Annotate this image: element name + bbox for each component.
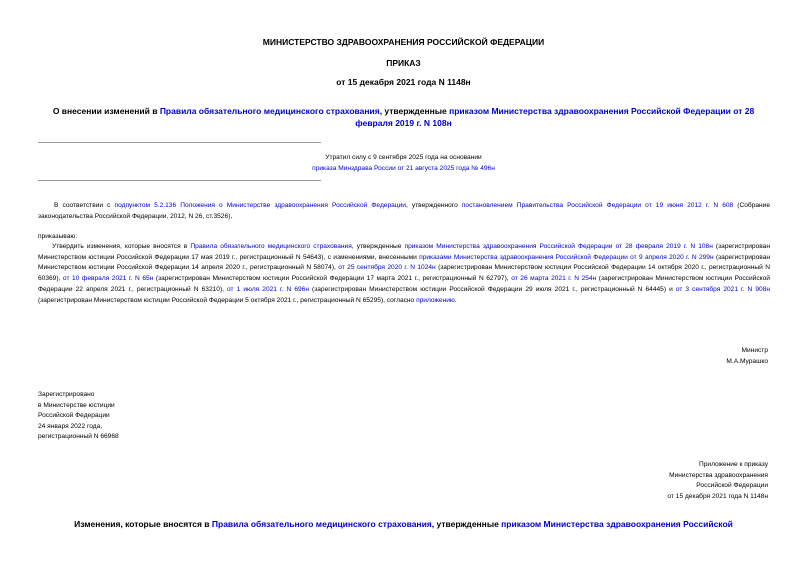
main-text: (зарегистрирован Министерством юстиции Российской Федерации 17 мая 2019 г., регистрационный N 54643), с изменениями, внесенными <box>38 243 770 261</box>
appendix-heading <box>20 519 787 529</box>
ministry-heading: МИНИСТЕРСТВО ЗДРАВООХРАНЕНИЯ РОССИЙСКОЙ ФЕДЕРАЦИИ <box>262 37 545 47</box>
main-paragraph <box>38 242 770 306</box>
main-link-omc-rules[interactable]: Правила обязательного медицинского страхования <box>190 243 352 250</box>
status-note <box>0 153 807 174</box>
title-link-omc-rules[interactable]: Правила обязательного медицинского страхования <box>159 106 380 116</box>
main-text: (зарегистрирован Министерством юстиции Российской Федерации 5 октября 2021 г., регистрационный N 65295), согласно <box>38 296 417 304</box>
main-text: (зарегистрирован Министерством юстиции Российской Федерации 17 марта 2021 г., регистрационный N 62797), <box>153 275 512 283</box>
main-text: Утвердить изменения, которые вносятся в <box>52 243 191 250</box>
registration-line: Российской Федерации <box>38 412 110 420</box>
appendix-line: от 15 декабря 2021 года N 1148н <box>667 492 768 500</box>
status-note-link[interactable]: приказа Минздрава России от 21 августа 2025 года № 496н <box>312 164 495 172</box>
registration-line: регистрационный N 66968 <box>38 433 119 441</box>
title-text: О внесении изменений в <box>52 106 160 116</box>
preamble-paragraph <box>38 201 770 222</box>
divider-bottom <box>38 180 321 181</box>
registration-block <box>38 390 119 443</box>
appendix-line: Министерства здравоохранения <box>669 471 768 479</box>
appendix-heading-link-rules[interactable]: Правила обязательного медицинского страхования <box>211 519 432 529</box>
registration-line: Зарегистрировано <box>38 391 95 398</box>
main-link-order-108n[interactable]: приказом Министерства здравоохранения Российской Федерации от 28 февраля 2019 г. N 108н <box>404 243 713 250</box>
main-link-order-908n[interactable]: от 3 сентября 2021 г. N 908н <box>675 285 771 293</box>
main-text: , утвержденные <box>351 243 405 250</box>
title-text: , утвержденные <box>379 106 450 116</box>
main-text: (зарегистрирован Министерством юстиции Российской Федерации 29 июля 2021 г., регистрационный N 64445) и <box>308 285 676 293</box>
main-text: (зарегистрирован Министерством юстиции Российской Федерации 14 октября 2020 г., регистрационный N 60369), <box>38 264 770 283</box>
main-text: . <box>454 296 457 304</box>
registration-line: 24 января 2022 года, <box>38 422 103 430</box>
signature-position: Министр <box>741 347 768 354</box>
appendix-line: Приложение к приказу <box>698 461 768 468</box>
document-title <box>40 105 767 129</box>
divider-top <box>38 142 321 143</box>
main-text: (зарегистрирован Министерством юстиции Российской Федерации 14 апреля 2020 г., регистрационный N 58074), <box>38 253 771 272</box>
main-link-order-299n[interactable]: приказами Министерства здравоохранения Российской Федерации от 9 апреля 2020 г. N 299н <box>419 253 714 261</box>
main-link-order-254n[interactable]: от 26 марта 2021 г. N 254н <box>511 275 597 283</box>
signature-block <box>726 346 768 367</box>
preamble-link-decree-608[interactable]: постановлением Правительства Российской Федерации от 19 июня 2012 г. N 608 <box>461 202 734 209</box>
preamble-text: В соответствии с <box>54 202 115 209</box>
preamble-link-regulation[interactable]: подпунктом 5.2.136 Положения о Министерстве здравоохранения Российской Федерации <box>114 202 406 209</box>
appendix-heading-text: , утвержденные <box>431 519 502 529</box>
order-date-number: от 15 декабря 2021 года N 1148н <box>336 77 471 87</box>
appendix-line: Российской Федерации <box>696 482 768 490</box>
doc-type-heading: ПРИКАЗ <box>386 58 421 68</box>
main-text: (зарегистрирован Министерством юстиции Российской Федерации 22 апреля 2021 г., регистрационный N 63210), <box>38 275 770 293</box>
main-link-appendix[interactable]: приложению <box>416 296 455 304</box>
appendix-heading-link-order[interactable]: приказом Министерства здравоохранения Российской <box>501 519 733 529</box>
title-link-order-108n[interactable]: приказом Министерства здравоохранения Российской Федерации от 28 февраля 2019 г. N 108н <box>355 106 755 128</box>
order-word: приказываю: <box>38 233 78 240</box>
main-link-order-65n[interactable]: от 10 февраля 2021 г. N 65н <box>62 275 154 283</box>
preamble-text: (Собрание законодательства Российской Федерации, 2012, N 26, ст.3526), <box>38 202 771 220</box>
preamble-text: , утвержденного <box>405 202 462 209</box>
status-note-text: Утратил силу с 9 сентября 2025 года на основании <box>325 154 482 161</box>
signature-name: М.А.Мурашко <box>726 357 768 365</box>
registration-line: в Министерстве юстиции <box>38 401 115 409</box>
main-link-order-696n[interactable]: от 1 июля 2021 г. N 696н <box>227 285 309 293</box>
appendix-heading-text: Изменения, которые вносятся в <box>74 519 212 529</box>
appendix-reference <box>667 460 768 502</box>
main-link-order-1024n[interactable]: от 25 сентября 2020 г. N 1024н <box>338 264 436 272</box>
